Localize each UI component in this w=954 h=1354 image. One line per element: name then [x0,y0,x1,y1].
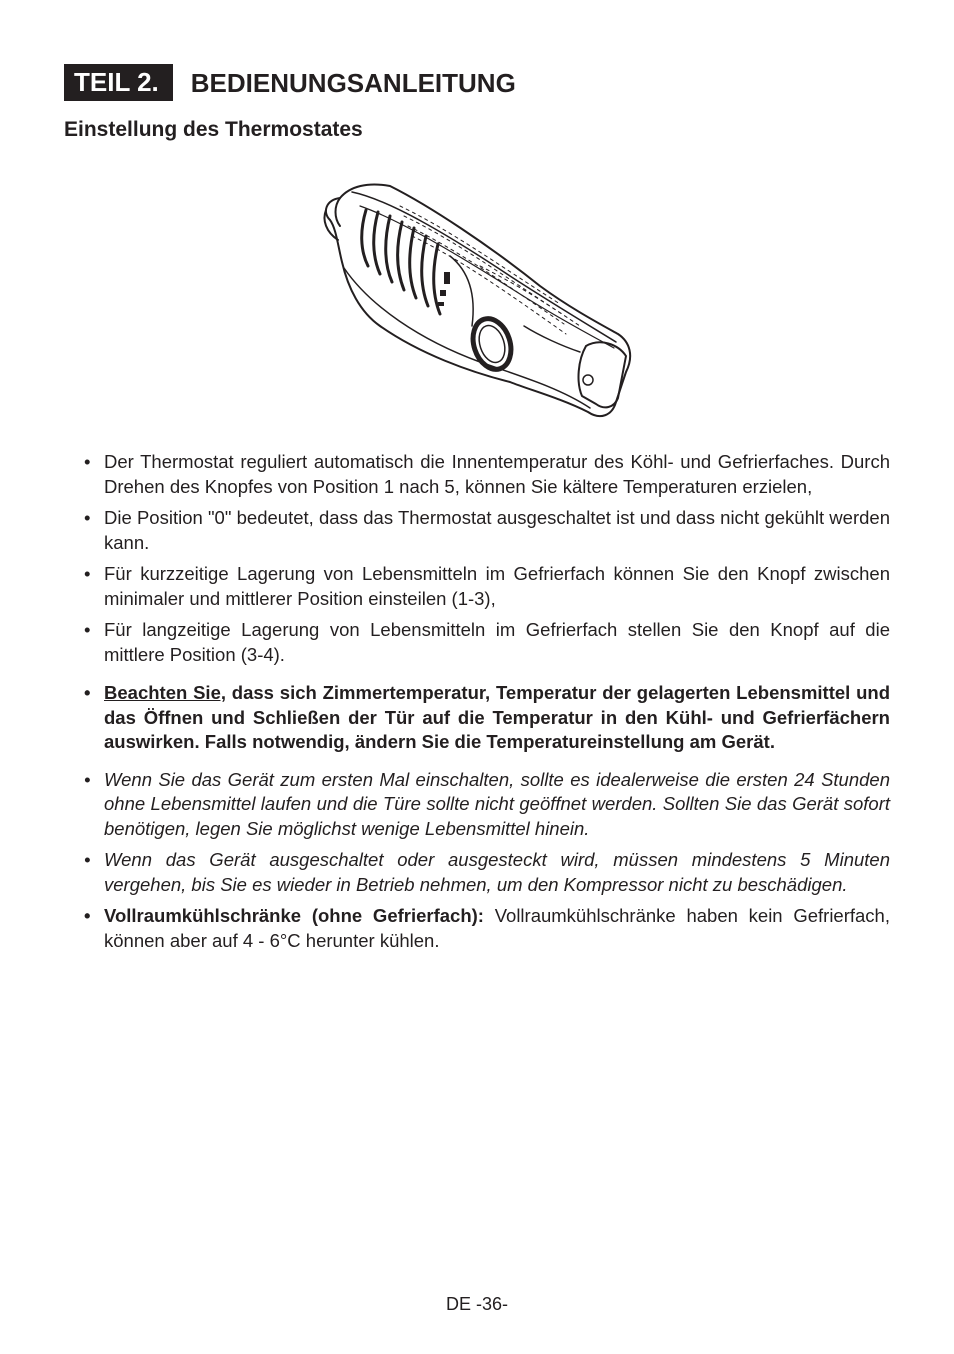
list-item-text: Wenn Sie das Gerät zum ersten Mal einschalten, sollte es idealerweise die ersten 24 Stunden ohne Lebensmittel laufen und die Türe sollte nicht geöffnet werden. Sollten Sie das Gerät sofort benötigen, legen Sie möglichst wenige Lebensmittel hinein. [104,768,890,839]
note-lead: Beachten Sie, [104,682,226,703]
thermostat-illustration-icon [300,176,640,426]
list-item-text: Für langzeitige Lagerung von Lebensmitteln im Gefrierfach stellen Sie den Knopf auf die mittlere Position (3-4). [104,619,890,665]
list-item-lead: Vollraumkühlschränke (ohne Gefrierfach): [104,905,484,926]
list-item: • Die Position "0" bedeutet, dass das Thermostat ausgeschaltet ist und dass nicht gekühlt werden kann. [84,507,890,553]
section-subtitle: Einstellung des Thermostates [64,118,363,141]
list-item: • Vollraumkühlschränke (ohne Gefrierfach): Vollraumkühlschränke haben kein Gefrierfach, können aber auf 4 - 6°C herunter kühlen. [84,905,890,951]
section-header [64,64,516,101]
thermostat-housing-illustration [300,176,640,426]
instruction-list [84,450,890,960]
list-item-text: Vollraumkühlschränke haben kein Gefrierfach, können aber auf 4 - 6°C herunter kühlen. [104,905,890,951]
list-item-note: • Beachten Sie, dass sich Zimmertemperatur, Temperatur der gelagerten Lebensmittel und das Öffnen und Schließen der Tür auf die Temperatur in den Kühl- und Gefrierfächern auswirken. Falls notwendig, ändern Sie die Temperatureinstellung am Gerät. [84,682,890,752]
list-item: • Wenn das Gerät ausgeschaltet oder ausgesteckt wird, müssen mindestens 5 Minuten vergehen, bis Sie es wieder in Betrieb nehmen, um den Kompressor nicht zu beschädigen. [84,849,890,895]
page-title: BEDIENUNGSANLEITUNG [190,67,516,98]
list-item: • Für kurzzeitige Lagerung von Lebensmitteln im Gefrierfach können Sie den Knopf zwischen minimaler und mittlerer Position einsteilen (1-3), [84,563,890,609]
note-text: dass sich Zimmertemperatur, Temperatur der gelagerten Lebensmittel und das Öffnen und Schließen der Tür auf die Temperatur in den Kühl- und Gefrierfächern auswirken. Falls notwendig, ändern Sie die Temperatureinstellung am Gerät. [104,682,890,752]
list-item: • Für langzeitige Lagerung von Lebensmitteln im Gefrierfach stellen Sie den Knopf auf die mittlere Position (3-4). [84,619,890,665]
list-item: • Wenn Sie das Gerät zum ersten Mal einschalten, sollte es idealerweise die ersten 24 Stunden ohne Lebensmittel laufen und die Türe sollte nicht geöffnet werden. Sollten Sie das Gerät sofort benötigen, legen Sie möglichst wenige Lebensmittel hinein. [84,768,890,839]
list-item-text: Der Thermostat reguliert automatisch die Innentemperatur des Köhl- und Gefrierfaches. Durch Drehen des Knopfes von Position 1 nach 5, können Sie kältere Temperaturen erzielen, [104,451,890,497]
page-number: DE -36- [445,1294,508,1314]
list-item: • Der Thermostat reguliert automatisch die Innentemperatur des Köhl- und Gefrierfaches. Durch Drehen des Knopfes von Position 1 nach 5, können Sie kältere Temperaturen erzielen, [84,451,890,497]
part-label: TEIL 2. [64,64,173,101]
list-item-text: Für kurzzeitige Lagerung von Lebensmitteln im Gefrierfach können Sie den Knopf zwischen minimaler und mittlerer Position einsteilen (1-3), [104,563,890,609]
list-item-text: Wenn das Gerät ausgeschaltet oder ausgesteckt wird, müssen mindestens 5 Minuten vergehen, bis Sie es wieder in Betrieb nehmen, um den Kompressor nicht zu beschädigen. [104,849,890,895]
list-item-text: Die Position "0" bedeutet, dass das Thermostat ausgeschaltet ist und dass nicht gekühlt werden kann. [104,507,890,553]
